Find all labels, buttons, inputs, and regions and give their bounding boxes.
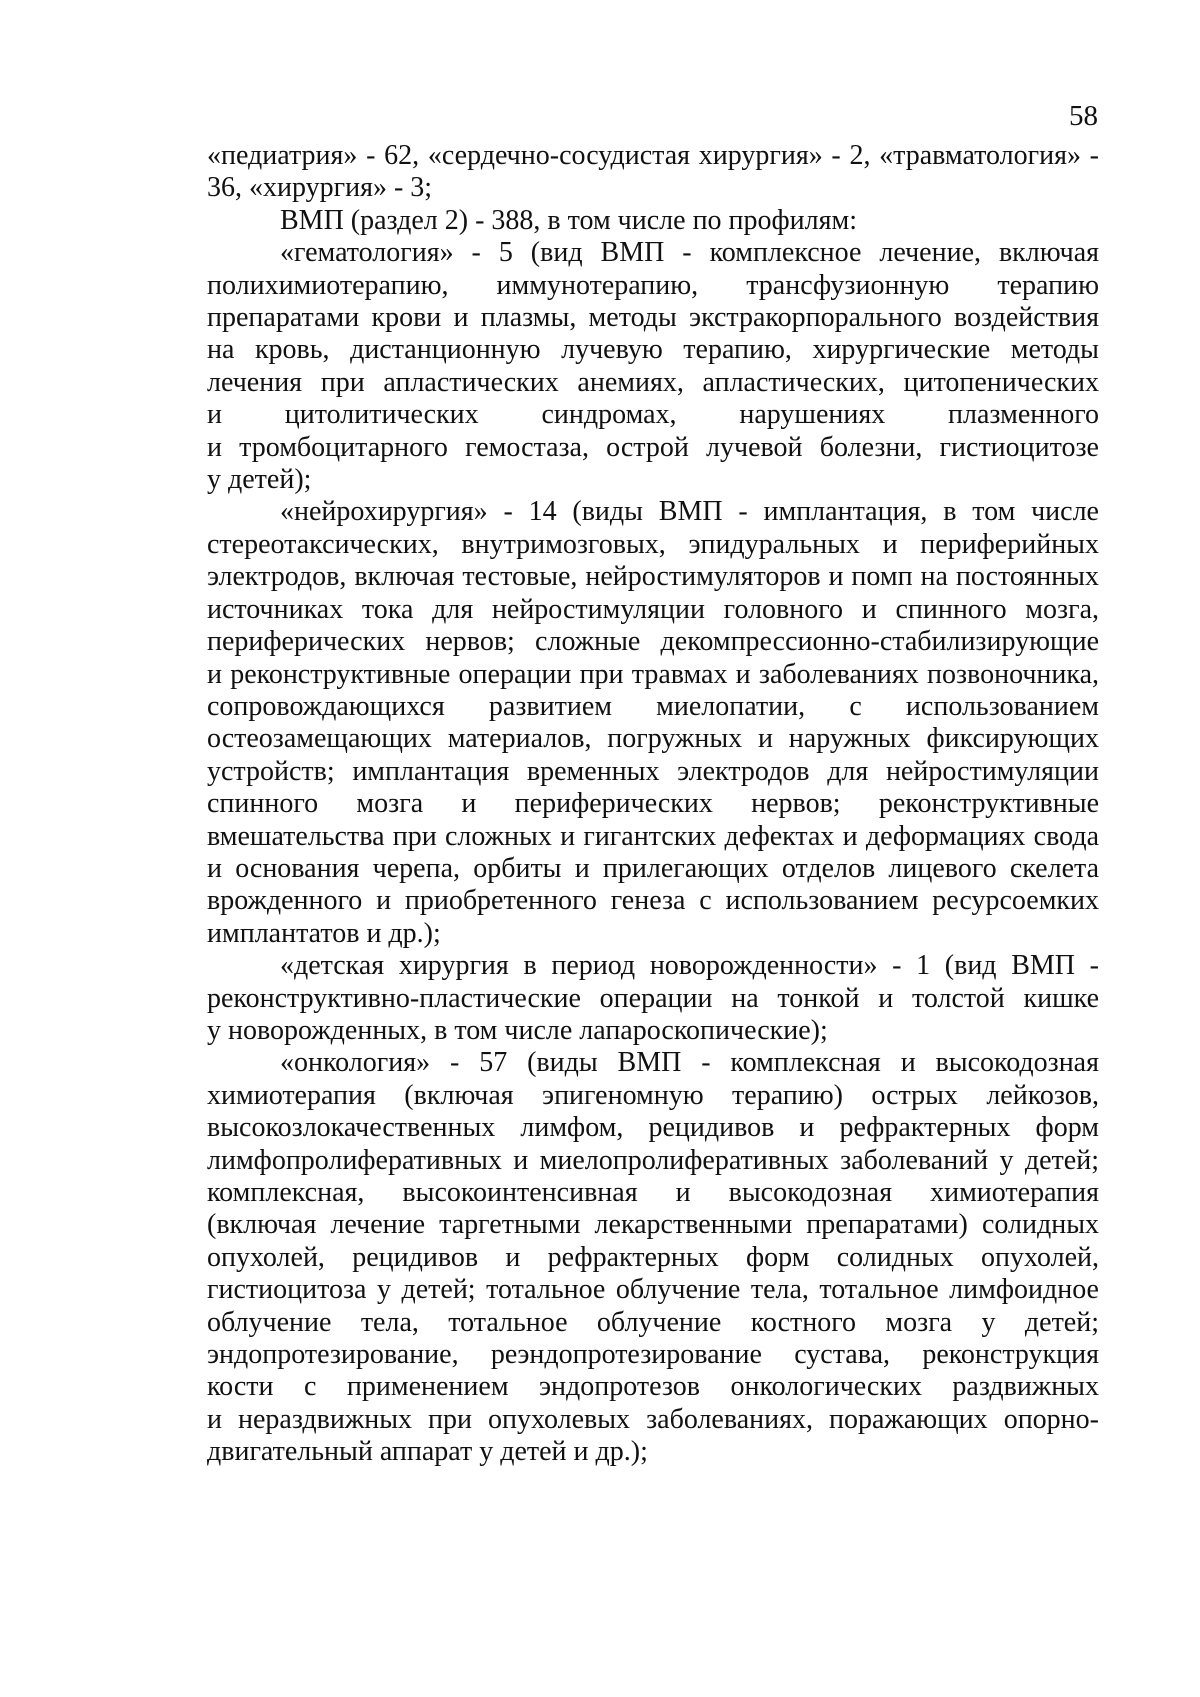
text-line: лимфопролиферативных и миелопролиферативных заболеваний у детей; (207, 1144, 1099, 1176)
paragraph (207, 140, 1099, 205)
text-line: высокозлокачественных лимфом, рецидивов и рефрактерных форм (207, 1112, 1099, 1144)
text-line: ВМП (раздел 2) - 388, в том числе по профилям: (280, 204, 858, 236)
document-body (207, 140, 1099, 1469)
text-line: препаратами крови и плазмы, методы экстракорпорального воздействия (207, 302, 1099, 334)
text-line: «педиатрия» - 62, «сердечно-сосудистая хирургия» - 2, «травматология» - (207, 140, 1099, 171)
text-line: комплексная, высокоинтенсивная и высокодозная химиотерапия (207, 1177, 1099, 1208)
text-line: 36, «хирургия» - 3; (207, 172, 433, 204)
text-line: на кровь, дистанционную лучевую терапию, хирургические методы (207, 334, 1099, 366)
text-line: химиотерапия (включая эпигеномную терапию) острых лейкозов, (207, 1079, 1099, 1111)
text-line: реконструктивно-пластические операции на тонкой и толстой кишке (207, 982, 1099, 1014)
text-line: «гематология» - 5 (вид ВМП - комплексное лечение, включая (280, 237, 1099, 269)
text-line: и цитолитических синдромах, нарушениях плазменного (207, 399, 1099, 431)
paragraph (207, 205, 1099, 237)
text-line: двигательный аппарат у детей и др.); (207, 1436, 648, 1468)
text-line: «детская хирургия в период новорожденности» - 1 (вид ВМП - (280, 950, 1099, 982)
text-line: эндопротезирование, реэндопротезирование сустава, реконструкция (207, 1339, 1099, 1371)
text-line: вмешательства при сложных и гигантских дефектах и деформациях свода (207, 820, 1099, 852)
paragraph (207, 496, 1099, 950)
text-line: у детей); (207, 464, 312, 496)
text-line: имплантатов и др.); (207, 917, 441, 949)
text-line: и тромбоцитарного гемостаза, острой лучевой болезни, гистиоцитозе (207, 431, 1099, 463)
text-line: спинного мозга и периферических нервов; реконструктивные (207, 788, 1099, 820)
paragraph (207, 237, 1099, 496)
text-line: лечения при апластических анемиях, апластических, цитопенических (207, 366, 1099, 398)
text-line: и основания черепа, орбиты и прилегающих отделов лицевого скелета (207, 852, 1099, 884)
page-number: 58 (1069, 100, 1098, 132)
text-line: гистиоцитоза у детей; тотальное облучение тела, тотальное лимфоидное (207, 1274, 1099, 1306)
text-line: полихимиотерапию, иммунотерапию, трансфузионную терапию (207, 269, 1099, 301)
text-line: периферических нервов; сложные декомпрессионно-стабилизирующие (207, 626, 1099, 658)
text-line: у новорожденных, в том числе лапароскопические); (207, 1014, 828, 1046)
text-line: остеозамещающих материалов, погружных и наружных фиксирующих (207, 723, 1099, 755)
text-line: сопровождающихся развитием миелопатии, с использованием (207, 690, 1099, 722)
text-line: устройств; имплантация временных электродов для нейростимуляции (207, 755, 1099, 787)
paragraph (207, 950, 1099, 1047)
text-line: источниках тока для нейростимуляции головного и спинного мозга, (207, 593, 1099, 625)
text-line: облучение тела, тотальное облучение костного мозга у детей; (207, 1306, 1099, 1338)
text-line: кости с применением эндопротезов онкологических раздвижных (207, 1371, 1099, 1403)
text-line: и реконструктивные операции при травмах и заболеваниях позвоночника, (207, 658, 1099, 690)
text-line: опухолей, рецидивов и рефрактерных форм солидных опухолей, (207, 1241, 1099, 1273)
text-line: врожденного и приобретенного генеза с использованием ресурсоемких (207, 885, 1099, 917)
text-line: «нейрохирургия» - 14 (виды ВМП - имплантация, в том числе (280, 496, 1099, 528)
paragraph (207, 1047, 1099, 1468)
text-line: стереотаксических, внутримозговых, эпидуральных и периферийных (207, 528, 1099, 560)
text-line: «онкология» - 57 (виды ВМП - комплексная и высокодозная (280, 1047, 1099, 1079)
text-line: электродов, включая тестовые, нейростимуляторов и помп на постоянных (207, 561, 1099, 593)
text-line: и нераздвижных при опухолевых заболеваниях, поражающих опорно- (207, 1403, 1099, 1435)
text-line: (включая лечение таргетными лекарственными препаратами) солидных (207, 1209, 1099, 1241)
